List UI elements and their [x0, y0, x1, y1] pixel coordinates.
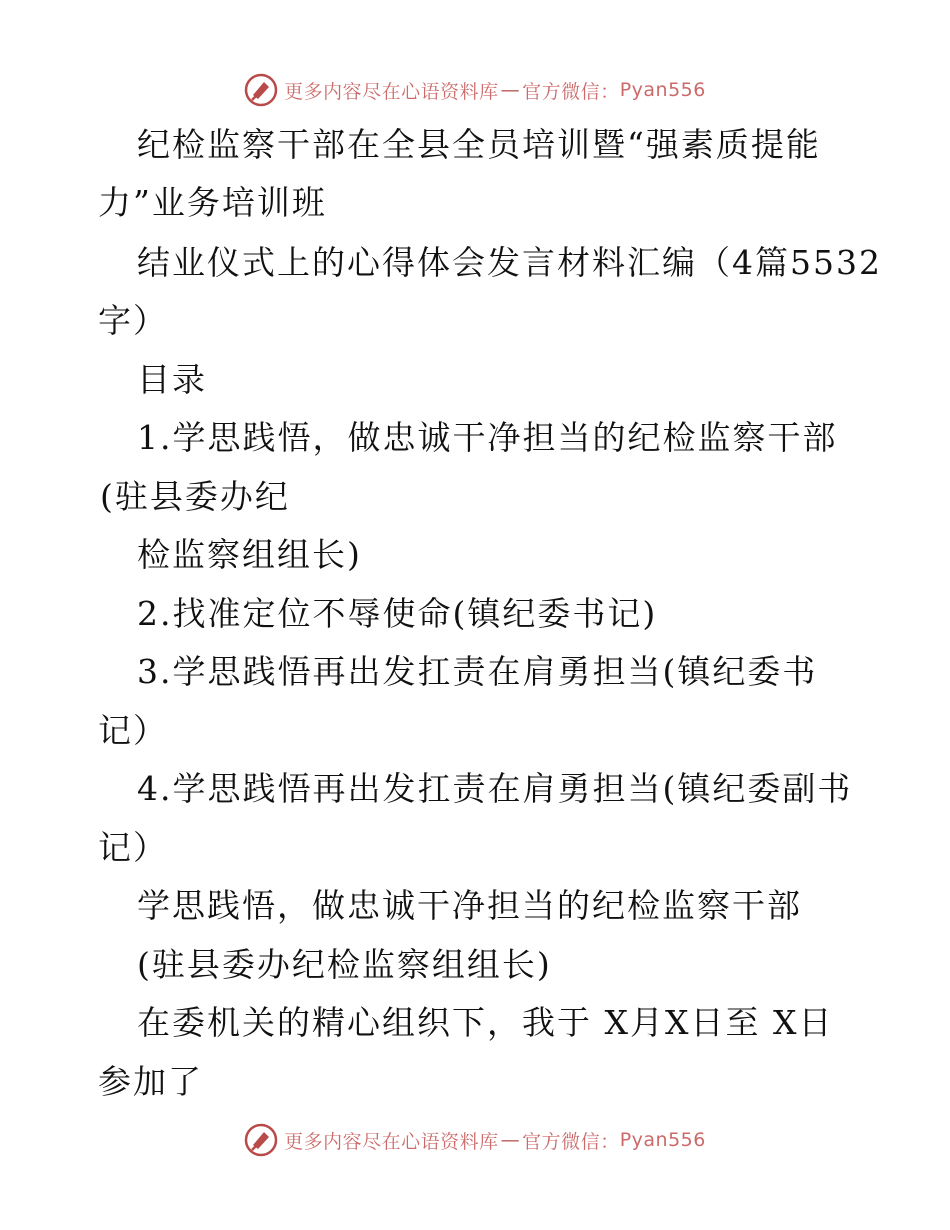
watermark-contact-id: Pyan556 — [619, 1129, 706, 1151]
body-line-1: 在委机关的精心组织下，我于 X月X日至 X日 — [137, 1003, 834, 1042]
watermark-contact-label: 官方微信： — [522, 80, 620, 103]
watermark-contact-label: 官方微信： — [522, 1130, 620, 1153]
toc-item-3: 3.学思践悟再出发扛责在肩勇担当(镇纪委书 — [137, 652, 818, 691]
section-author: (驻县委办纪检监察组组长) — [137, 945, 552, 984]
toc-item-1-cont-2: 检监察组组长) — [137, 535, 362, 574]
watermark-text: 更多内容尽在心语资料库 — [284, 1130, 499, 1153]
watermark-text: 更多内容尽在心语资料库 — [284, 80, 499, 103]
toc-heading: 目录 — [137, 360, 207, 399]
title-line-2: 力”业务培训班 — [98, 183, 327, 222]
watermark-separator: — — [500, 1129, 521, 1151]
header-watermark — [0, 70, 950, 110]
watermark-separator: — — [500, 79, 521, 101]
toc-item-1-cont: (驻县委办纪 — [100, 477, 290, 516]
toc-item-4: 4.学思践悟再出发扛责在肩勇担当(镇纪委副书 — [137, 769, 853, 808]
watermark-logo-icon — [244, 1123, 278, 1157]
toc-item-4-cont: 记） — [98, 828, 168, 867]
body-line-2: 参加了 — [98, 1062, 203, 1101]
title-line-1: 纪检监察干部在全县全员培训暨“强素质提能 — [137, 125, 821, 164]
section-title: 学思践悟，做忠诚干净担当的纪检监察干部 — [137, 886, 802, 925]
toc-item-3-cont: 记） — [98, 711, 168, 750]
subtitle-line-2: 字） — [98, 301, 168, 340]
watermark-logo-icon — [244, 73, 278, 107]
watermark-contact-id: Pyan556 — [619, 79, 706, 101]
subtitle-line-1: 结业仪式上的心得体会发言材料汇编（4篇5532 — [137, 243, 882, 282]
toc-item-1: 1.学思践悟，做忠诚干净担当的纪检监察干部 — [137, 418, 838, 457]
toc-item-2: 2.找准定位不辱使命(镇纪委书记) — [137, 594, 658, 633]
footer-watermark — [0, 1120, 950, 1160]
